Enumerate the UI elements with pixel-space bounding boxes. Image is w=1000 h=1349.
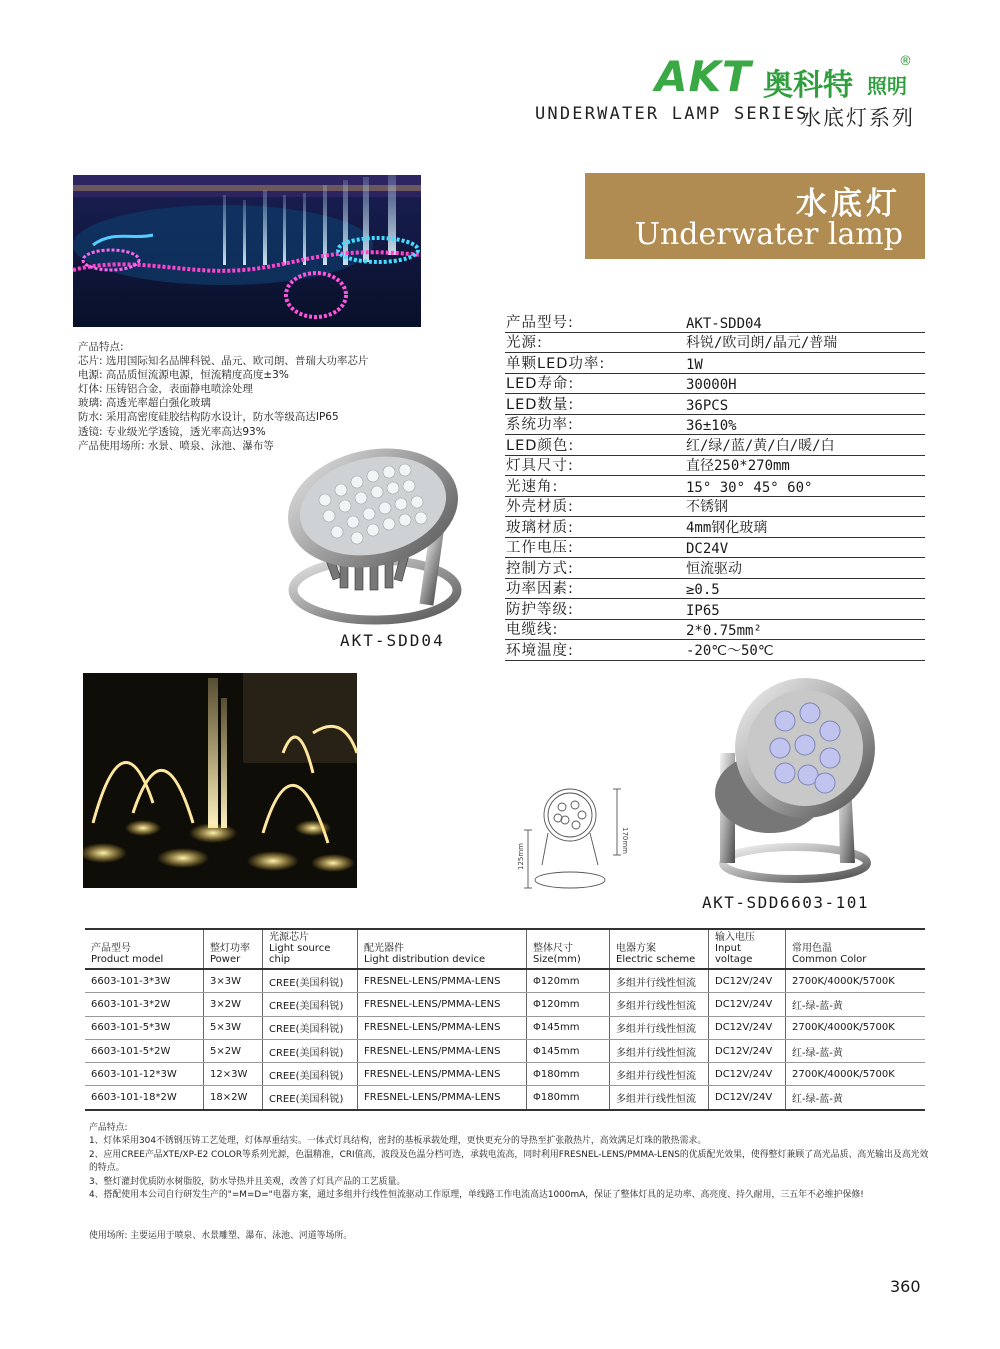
dim-height-label: 170mm [621, 827, 629, 854]
spec-value: 15° 30° 45° 60° [686, 479, 813, 496]
registered-mark: ® [899, 54, 912, 69]
spec-value: 直径250*270mm [686, 458, 790, 474]
table-cell: Φ120mm [527, 993, 610, 1016]
spec-key: 光速角: [506, 478, 559, 495]
spec-row [505, 415, 925, 436]
col-header: 电器方案 Electric scheme [610, 929, 709, 969]
series-cn: 水底灯系列 [800, 106, 915, 130]
col-header: 整灯功率 Power [204, 929, 263, 969]
title-banner [585, 173, 925, 259]
table-cell: 红-绿-蓝-黄 [786, 1086, 926, 1110]
table-cell: 6603-101-5*3W [85, 1016, 204, 1039]
lamp-sdd6603-label: AKT-SDD6603-101 [702, 893, 869, 912]
table-cell: 6603-101-12*3W [85, 1063, 204, 1086]
spec-value: -20℃～50℃ [686, 642, 774, 659]
notes-line: 产品特点: [89, 1123, 128, 1133]
lamp-sdd04-label: AKT-SDD04 [340, 631, 445, 650]
spec-key: 防护等级: [506, 601, 574, 618]
logo-akt-text: AKT [655, 52, 752, 101]
table-cell: FRESNEL-LENS/PMMA-LENS [358, 1063, 527, 1086]
col-header: 常用色温 Common Color [786, 929, 926, 969]
spec-row [505, 394, 925, 415]
spec-key: LED颜色: [506, 437, 575, 454]
table-cell: CREE(美国科锐) [263, 1039, 358, 1062]
table-cell: DC12V/24V [709, 993, 786, 1016]
col-header: 配光器件 Light distribution device [358, 929, 527, 969]
spec-key: LED寿命: [506, 376, 575, 392]
table-cell: 18×2W [204, 1086, 263, 1110]
table-cell: DC12V/24V [709, 1039, 786, 1062]
spec-row [505, 538, 925, 559]
table-cell: 红-绿-蓝-黄 [786, 993, 926, 1016]
table-cell: FRESNEL-LENS/PMMA-LENS [358, 1086, 527, 1110]
table-cell: CREE(美国科锐) [263, 993, 358, 1016]
usage-text: 使用场所: 主要运用于喷泉、水景雕塑、瀑布、泳池、河道等场所。 [89, 1231, 353, 1241]
spec-key: LED数量: [506, 396, 575, 413]
spec-key: 玻璃材质: [506, 519, 574, 536]
spec-table [505, 312, 925, 661]
notes-line: 1、灯体采用304不锈钢压铸工艺处理，灯体厚重结实。一体式灯具结构，密封的基板承载处理，更快更充分的导热至扩张散热片，高效满足灯珠的散热需求。 [89, 1136, 707, 1147]
table-cell: CREE(美国科锐) [263, 1063, 358, 1086]
col-header: 整体尺寸 Size(mm) [527, 929, 610, 969]
spec-row [505, 497, 925, 518]
spec-key: 系统功率: [506, 417, 574, 433]
table-cell: FRESNEL-LENS/PMMA-LENS [358, 969, 527, 993]
spec-value: AKT-SDD04 [686, 315, 762, 332]
spec-value: 36±10% [686, 418, 737, 434]
table-cell: 多组并行线性恒流 [610, 993, 709, 1016]
spec-row [505, 579, 925, 600]
spec-value: DC24V [686, 541, 729, 557]
page-number: 360 [890, 1277, 921, 1296]
table-cell: 6603-101-3*3W [85, 969, 204, 993]
spec-key: 功率因素: [506, 581, 574, 597]
fountain-warm-photo [83, 673, 357, 888]
title-en: Underwater lamp [634, 217, 903, 252]
series-en: UNDERWATER LAMP SERIES [535, 104, 809, 124]
table-cell: 12×3W [204, 1063, 263, 1086]
spec-key: 控制方式: [506, 560, 574, 577]
table-cell: 6603-101-5*2W [85, 1039, 204, 1062]
table-cell: 2700K/4000K/5700K [786, 1016, 926, 1039]
table-cell: 2700K/4000K/5700K [786, 969, 926, 993]
spec-key: 工作电压: [506, 540, 574, 556]
table-cell: Φ145mm [527, 1016, 610, 1039]
table-cell: 5×3W [204, 1016, 263, 1039]
spec-key: 灯具尺寸: [506, 458, 574, 474]
table-cell: DC12V/24V [709, 1086, 786, 1110]
dim-base-label: 125mm [517, 843, 525, 870]
spec-value: 科锐/欧司朗/晶元/普瑞 [686, 335, 838, 351]
table-cell: 3×3W [204, 969, 263, 993]
table-cell: FRESNEL-LENS/PMMA-LENS [358, 1016, 527, 1039]
table-cell: 多组并行线性恒流 [610, 1039, 709, 1062]
brand-logo [655, 52, 925, 103]
table-cell: DC12V/24V [709, 1016, 786, 1039]
spec-value: 4mm钢化玻璃 [686, 519, 768, 536]
spec-value: IP65 [686, 602, 720, 619]
spec-value: 1W [686, 356, 703, 373]
notes-line: 3、整灯灌封优质防水树脂胶，防水导热并且美观，改善了灯具产品的工艺质量。 [89, 1176, 406, 1187]
spec-row [505, 374, 925, 395]
spec-row [505, 517, 925, 538]
table-cell: CREE(美国科锐) [263, 1016, 358, 1039]
table-cell: 多组并行线性恒流 [610, 1086, 709, 1110]
spec-row [505, 353, 925, 374]
spec-key: 电缆线: [506, 622, 559, 638]
table-row [85, 1086, 925, 1110]
table-cell: FRESNEL-LENS/PMMA-LENS [358, 993, 527, 1016]
spec-value: 红/绿/蓝/黄/白/暖/白 [686, 437, 835, 454]
table-row [85, 969, 925, 993]
spec-key: 产品型号: [506, 314, 574, 331]
col-header: 输入电压 Input voltage [709, 929, 786, 969]
table-cell: 3×2W [204, 993, 263, 1016]
spec-row [505, 558, 925, 579]
spec-row [505, 599, 925, 620]
table-cell: FRESNEL-LENS/PMMA-LENS [358, 1039, 527, 1062]
spec-row [505, 620, 925, 641]
table-cell: Φ145mm [527, 1039, 610, 1062]
features-line: 防水: 采用高密度硅胶结构防水设计，防水等级高达IP65 [78, 411, 339, 424]
notes-line: 2、应用CREE产品XTE/XP-E2 COLOR等系列光源，色温精准，CRI值高，波段及色温分档可选，承载电流高，同时利用FRESNEL-LENS/PMMA-LENS的优质配光效果，使得整灯兼顾了高光品质、高光输出及高光效的特点。 [89, 1149, 929, 1174]
table-cell: 多组并行线性恒流 [610, 969, 709, 993]
dimension-drawing [517, 785, 630, 900]
table-cell: CREE(美国科锐) [263, 1086, 358, 1110]
spec-key: 光源: [506, 335, 543, 351]
table-row [85, 1016, 925, 1039]
table-cell: DC12V/24V [709, 1063, 786, 1086]
lamp-sdd04-image [285, 440, 465, 630]
table-cell: Φ180mm [527, 1086, 610, 1110]
table-cell: DC12V/24V [709, 969, 786, 993]
title-cn: 水底灯 [796, 186, 901, 222]
table-cell: 红-绿-蓝-黄 [786, 1039, 926, 1062]
spec-value: 不锈钢 [686, 499, 728, 515]
notes-line: 4、搭配使用本公司自行研发生产的"=M=D="电器方案，通过多组并行线性恒流驱动工作原理，单线路工作电流高达1000mA，保证了整体灯具的足功率、高亮度、持久耐用，三五年不必维护保修! [89, 1190, 864, 1201]
col-header: 产品型号 Product model [85, 929, 204, 969]
model-table [85, 928, 925, 1111]
spec-row [505, 640, 925, 661]
spec-value: 恒流驱动 [686, 560, 742, 577]
model-table-header [85, 929, 925, 969]
table-row [85, 1063, 925, 1086]
logo-cn2-text: 照明 [867, 74, 907, 98]
spec-row [505, 456, 925, 477]
features-line: 玻璃: 高透光率超白强化玻璃 [78, 397, 211, 410]
product-notes [89, 1122, 929, 1202]
spec-value: 2*0.75mm² [686, 623, 762, 639]
spec-value: 30000H [686, 377, 737, 393]
table-cell: 2700K/4000K/5700K [786, 1063, 926, 1086]
fountain-night-photo [73, 175, 421, 327]
spec-key: 单颗LED功率: [506, 355, 606, 372]
features-line: 灯体: 压铸铝合金，表面静电喷涂处理 [78, 383, 253, 396]
spec-key: 环境温度: [506, 642, 574, 659]
features-line: 芯片: 选用国际知名品牌科锐、晶元、欧司朗、普瑞大功率芯片 [78, 355, 369, 368]
spec-value: ≥0.5 [686, 582, 720, 598]
features-line: 产品使用场所: 水景、喷泉、泳池、瀑布等 [78, 439, 274, 452]
spec-row [505, 333, 925, 354]
table-cell: CREE(美国科锐) [263, 969, 358, 993]
table-cell: 多组并行线性恒流 [610, 1016, 709, 1039]
features-list [78, 340, 368, 453]
table-cell: Φ180mm [527, 1063, 610, 1086]
spec-row [505, 312, 925, 333]
col-header: 光源芯片 Light source chip [263, 929, 358, 969]
spec-row [505, 476, 925, 497]
features-line: 透镜: 专业级光学透镜，透光率高达93% [78, 425, 266, 438]
lamp-sdd6603-image [700, 673, 875, 888]
table-row [85, 1039, 925, 1062]
spec-value: 36PCS [686, 397, 729, 414]
table-cell: 6603-101-3*2W [85, 993, 204, 1016]
table-cell: 5×2W [204, 1039, 263, 1062]
table-cell: Φ120mm [527, 969, 610, 993]
spec-key: 外壳材质: [506, 499, 574, 515]
features-line: 电源: 高品质恒流源电源，恒流精度高度±3% [78, 369, 289, 382]
features-line: 产品特点: [78, 341, 124, 353]
table-cell: 6603-101-18*2W [85, 1086, 204, 1110]
logo-cn-text: 奥科特 [763, 68, 853, 103]
table-row [85, 993, 925, 1016]
table-cell: 多组并行线性恒流 [610, 1063, 709, 1086]
spec-row [505, 435, 925, 456]
